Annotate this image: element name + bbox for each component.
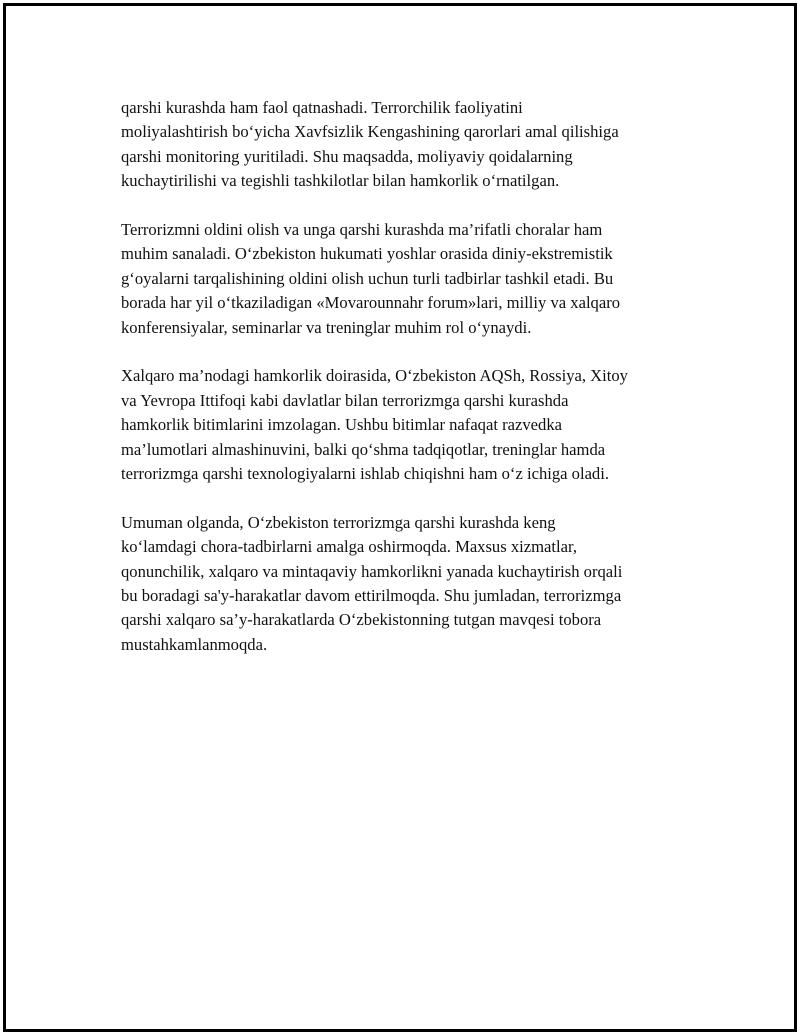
text-line: qarshi monitoring yuritiladi. Shu maqsadda, moliyaviy qoidalarning [121, 146, 573, 166]
paragraph-4 [121, 511, 691, 657]
text-line: Terrorizmni oldini olish va unga qarshi kurashda ma’rifatli choralar ham [121, 220, 603, 240]
text-line: ko‘lamdagi chora-tadbirlarni amalga oshirmoqda. Maxsus xizmatlar, [121, 537, 577, 557]
text-line: Xalqaro ma’nodagi hamkorlik doirasida, O‘zbekiston AQSh, Rossiya, Xitoy [121, 366, 628, 386]
text-line: hamkorlik bitimlarini imzolagan. Ushbu bitimlar nafaqat razvedka [121, 415, 562, 435]
text-line: ma’lumotlari almashinuvini, balki qo‘shma tadqiqotlar, treninglar hamda [121, 439, 606, 459]
text-line: qarshi kurashda ham faol qatnashadi. Terrorchilik faoliyatini [121, 98, 523, 117]
text-line: borada har yil o‘tkaziladigan «Movarounnahr forum»lari, milliy va xalqaro [121, 293, 621, 313]
document-body [121, 96, 691, 682]
text-line: Umuman olganda, O‘zbekiston terrorizmga qarshi kurashda keng [121, 512, 556, 532]
text-line: mustahkamlanmoqda. [121, 634, 268, 654]
text-line: qarshi xalqaro sa’y-harakatlarda O‘zbekistonning tutgan mavqesi tobora [121, 610, 602, 630]
text-line: muhim sanaladi. O‘zbekiston hukumati yoshlar orasida diniy-ekstremistik [121, 244, 613, 264]
text-line: g‘oyalarni tarqalishining oldini olish uchun turli tadbirlar tashkil etadi. Bu [121, 268, 614, 288]
text-line: bu boradagi sa'y-harakatlar davom ettirilmoqda. Shu jumladan, terrorizmga [121, 586, 622, 606]
text-line: moliyalashtirish bo‘yicha Xavfsizlik Kengashining qarorlari amal qilishiga [121, 122, 619, 142]
paragraph-3 [121, 364, 691, 486]
text-line: qonunchilik, xalqaro va mintaqaviy hamkorlikni yanada kuchaytirish orqali [121, 561, 623, 581]
text-line: va Yevropa Ittifoqi kabi davlatlar bilan terrorizmga qarshi kurashda [121, 390, 569, 410]
text-line: kuchaytirilishi va tegishli tashkilotlar bilan hamkorlik o‘rnatilgan. [121, 171, 560, 191]
paragraph-2 [121, 218, 691, 340]
paragraph-1 [121, 96, 691, 194]
document-page [3, 3, 797, 1032]
text-line: konferensiyalar, seminarlar va treninglar muhim rol o‘ynaydi. [121, 317, 532, 337]
text-line: terrorizmga qarshi texnologiyalarni ishlab chiqishni ham o‘z ichiga oladi. [121, 464, 609, 484]
